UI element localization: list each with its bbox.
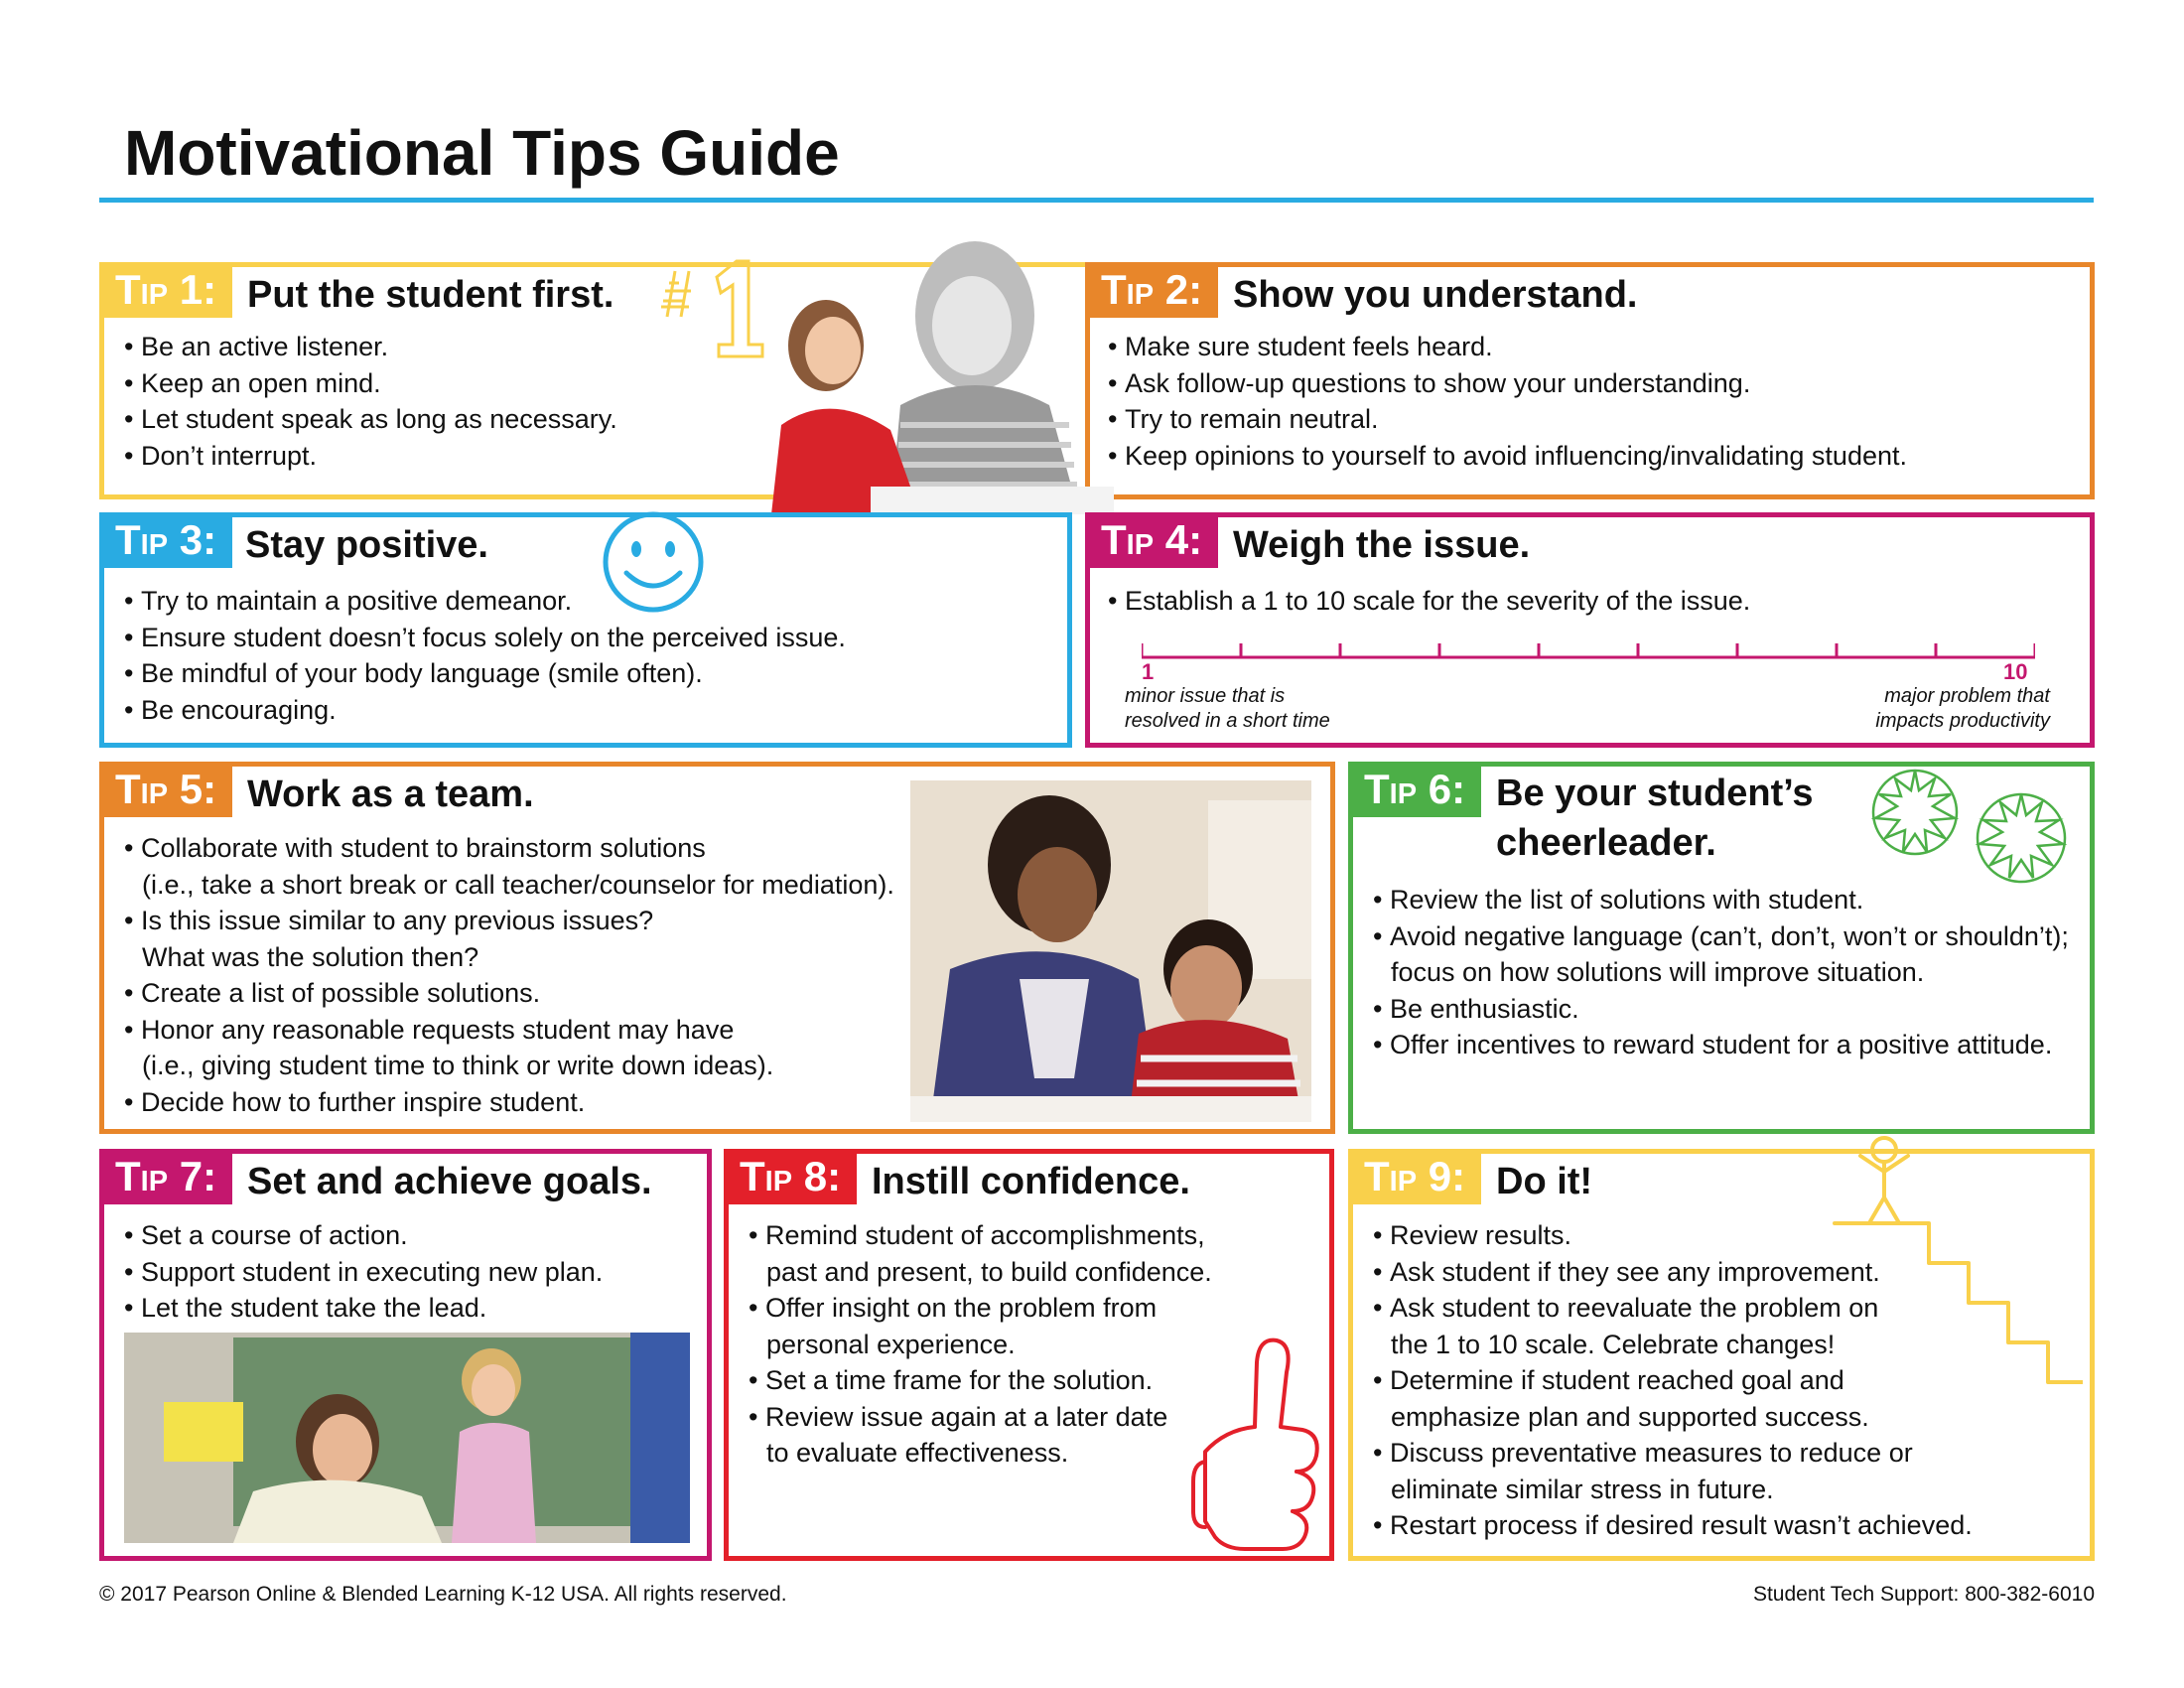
list-item-text: Determine if student reached goal and <box>1389 1365 1844 1395</box>
tip-6-heading <box>1496 769 1814 868</box>
list-item: • Ask follow-up questions to show your understanding. <box>1108 365 1907 402</box>
tip-6-tab <box>1348 762 1481 817</box>
list-item <box>1373 918 2069 991</box>
list-item <box>124 903 894 975</box>
list-item: • Ask student if they see any improvement. <box>1373 1254 1973 1291</box>
tab-small: IP <box>140 529 169 561</box>
list-item-text: Honor any reasonable requests student may have <box>140 1014 735 1045</box>
list-item <box>749 1290 1212 1362</box>
tip-7-tab <box>99 1149 232 1204</box>
list-item <box>749 1217 1212 1290</box>
tip-8-heading: Instill confidence. <box>872 1161 1190 1202</box>
list-item-continuation: personal experience. <box>766 1329 1016 1359</box>
list-item: • Be enthusiastic. <box>1373 991 2069 1028</box>
tab-small: IP <box>140 778 169 810</box>
tip-2-list <box>1108 329 1907 474</box>
tip-3-box <box>99 512 1072 748</box>
tip-9-tab <box>1348 1149 1481 1204</box>
tip-8-box <box>724 1149 1334 1561</box>
tip-2-box <box>1085 262 2095 499</box>
tip-1-list <box>124 329 617 474</box>
tip-5-list <box>124 830 894 1120</box>
tab-number: 4: <box>1154 516 1203 563</box>
list-item-text: Avoid negative language (can’t, don’t, won’t or shouldn’t); <box>1389 920 2069 951</box>
list-item <box>124 830 894 903</box>
scale-max: 10 <box>2003 659 2028 684</box>
list-item: • Don’t interrupt. <box>124 438 617 475</box>
tip-4-box <box>1085 512 2095 748</box>
list-item-continuation: emphasize plan and supported success. <box>1391 1401 1869 1432</box>
teacher-student-photo-1 <box>751 226 1114 514</box>
list-item-text: Remind student of accomplishments, <box>764 1220 1205 1250</box>
tab-small: IP <box>140 279 169 311</box>
tip-2-heading: Show you understand. <box>1233 274 1638 316</box>
tab-small: IP <box>1126 279 1155 311</box>
tip-1-tab <box>99 262 232 318</box>
list-item: • Support student in executing new plan. <box>124 1254 603 1291</box>
tip-6-heading-line: cheerleader. <box>1496 822 1716 864</box>
footer-support: Student Tech Support: 800-382-6010 <box>1752 1583 2095 1606</box>
classroom-photo <box>124 1333 690 1543</box>
list-item <box>1373 1290 1973 1362</box>
tip-9-box <box>1348 1149 2095 1561</box>
tab-letter: T <box>740 1153 765 1199</box>
tip-4-list <box>1108 583 1750 620</box>
page-title: Motivational Tips Guide <box>124 117 840 189</box>
tab-small: IP <box>764 1166 793 1197</box>
tip-6-box <box>1348 762 2095 1134</box>
list-item <box>1373 1435 1973 1507</box>
list-item-text: Is this issue similar to any previous issues? <box>140 906 654 935</box>
list-item: • Make sure student feels heard. <box>1108 329 1907 365</box>
list-item <box>749 1399 1212 1472</box>
footer-copyright: © 2017 Pearson Online & Blended Learning K-12 USA. All rights reserved. <box>99 1583 787 1606</box>
tip-3-tab <box>99 512 232 568</box>
tip-8-tab <box>724 1149 857 1204</box>
tip-7-box <box>99 1149 712 1561</box>
list-item: • Ensure student doesn’t focus solely on the perceived issue. <box>124 620 846 656</box>
tab-small: IP <box>1126 529 1155 561</box>
list-item-text: Ask student to reevaluate the problem on <box>1389 1293 1879 1323</box>
tab-letter: T <box>1101 516 1127 563</box>
list-item: • Keep an open mind. <box>124 365 617 402</box>
list-item: • Keep opinions to yourself to avoid influencing/invalidating student. <box>1108 438 1907 475</box>
tip-4-tab <box>1085 512 1218 568</box>
list-item: • Offer incentives to reward student for a positive attitude. <box>1373 1027 2069 1063</box>
list-item: • Review results. <box>1373 1217 1973 1254</box>
list-item-continuation: What was the solution then? <box>142 941 479 972</box>
list-item-continuation: to evaluate effectiveness. <box>766 1438 1069 1468</box>
list-item: • Try to maintain a positive demeanor. <box>124 583 846 620</box>
list-item-continuation: past and present, to build confidence. <box>766 1256 1212 1287</box>
scale-min: 1 <box>1142 659 1155 684</box>
list-item-continuation: the 1 to 10 scale. Celebrate changes! <box>1391 1329 1836 1359</box>
tip-7-heading: Set and achieve goals. <box>247 1161 652 1202</box>
scale-min-label-line: minor issue that is <box>1125 685 1286 707</box>
tab-letter: T <box>115 766 141 812</box>
list-item: • Let the student take the lead. <box>124 1290 603 1327</box>
list-item: • Restart process if desired result wasn’t achieved. <box>1373 1507 1973 1544</box>
tab-letter: T <box>115 1153 141 1199</box>
tab-number: 8: <box>792 1153 842 1199</box>
tip-7-list <box>124 1217 603 1327</box>
tab-number: 6: <box>1417 766 1466 812</box>
tab-number: 5: <box>168 766 217 812</box>
tab-letter: T <box>1364 1153 1390 1199</box>
pom-poms-icon <box>1857 761 2086 890</box>
list-item-text: Offer insight on the problem from <box>764 1293 1158 1323</box>
list-item: • Decide how to further inspire student. <box>124 1084 894 1121</box>
list-item <box>124 1012 894 1084</box>
list-item-continuation: focus on how solutions will improve situation. <box>1391 957 1925 987</box>
tab-number: 7: <box>168 1153 217 1199</box>
list-item: • Set a course of action. <box>124 1217 603 1254</box>
tip-6-list <box>1373 882 2069 1063</box>
scale-min-label-line: resolved in a short time <box>1125 710 1330 732</box>
list-item-text: Discuss preventative measures to reduce or <box>1389 1438 1913 1468</box>
tip-9-heading: Do it! <box>1496 1161 1593 1202</box>
scale-max-label-line: impacts productivity <box>1875 710 2050 732</box>
list-item-continuation: eliminate similar stress in future. <box>1391 1474 1774 1504</box>
tab-number: 9: <box>1417 1153 1466 1199</box>
tip-5-box <box>99 762 1335 1134</box>
list-item: • Be an active listener. <box>124 329 617 365</box>
tip-5-tab <box>99 762 232 817</box>
list-item-continuation: (i.e., giving student time to think or write down ideas). <box>142 1051 774 1080</box>
tip-3-list <box>124 583 846 728</box>
scale-max-label-line: major problem that <box>1884 685 2050 707</box>
tip-3-heading: Stay positive. <box>245 524 488 566</box>
scale-min-label <box>1125 684 1330 734</box>
list-item-text: Review issue again at a later date <box>764 1401 1168 1432</box>
list-item <box>1373 1362 1973 1435</box>
tip-6-heading-line: Be your student’s <box>1496 773 1814 814</box>
list-item: • Review the list of solutions with student. <box>1373 882 2069 918</box>
tab-letter: T <box>115 516 141 563</box>
list-item: • Create a list of possible solutions. <box>124 975 894 1012</box>
tip-9-list <box>1373 1217 1973 1544</box>
teacher-student-photo-2 <box>910 780 1311 1122</box>
list-item: • Be mindful of your body language (smile often). <box>124 655 846 692</box>
title-rule <box>99 198 2094 203</box>
tab-letter: T <box>115 266 141 313</box>
tip-1-heading: Put the student first. <box>247 274 614 316</box>
list-item-continuation: (i.e., take a short break or call teacher/counselor for mediation). <box>142 869 894 900</box>
tab-small: IP <box>1389 1166 1418 1197</box>
tip-4-heading: Weigh the issue. <box>1233 524 1531 566</box>
tab-small: IP <box>140 1166 169 1197</box>
severity-scale <box>1142 633 2035 663</box>
tab-letter: T <box>1101 266 1127 313</box>
tip-8-list <box>749 1217 1212 1472</box>
list-item: • Set a time frame for the solution. <box>749 1362 1212 1399</box>
tab-small: IP <box>1389 778 1418 810</box>
tab-number: 2: <box>1154 266 1203 313</box>
list-item: • Be encouraging. <box>124 692 846 729</box>
tip-5-heading: Work as a team. <box>247 774 534 815</box>
tab-letter: T <box>1364 766 1390 812</box>
tab-number: 3: <box>168 516 217 563</box>
tab-number: 1: <box>168 266 217 313</box>
list-item: • Establish a 1 to 10 scale for the severity of the issue. <box>1108 583 1750 620</box>
list-item: • Try to remain neutral. <box>1108 401 1907 438</box>
scale-max-label <box>1875 684 2050 734</box>
list-item-text: Collaborate with student to brainstorm solutions <box>140 833 706 863</box>
list-item: • Let student speak as long as necessary. <box>124 401 617 438</box>
thumbs-up-icon <box>1185 1333 1324 1561</box>
